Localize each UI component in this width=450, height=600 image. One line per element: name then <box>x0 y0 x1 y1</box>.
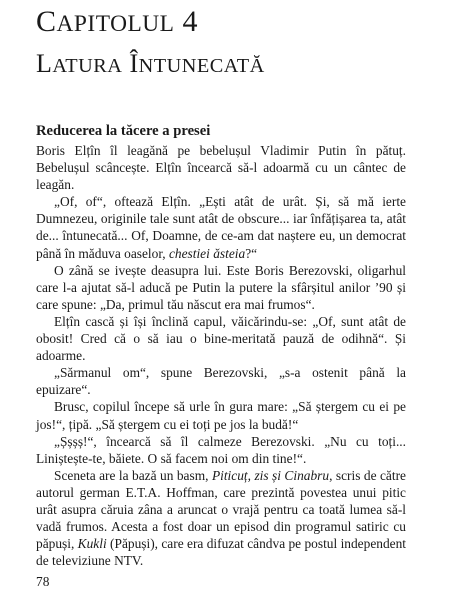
paragraph: O zână se ivește deasupra lui. Este Boris Berezovski, oligarhul care l-a ajutat să-l aducă pe Putin la putere la sfârșitul anilor ’90 și care spune: „Da, primul tău născut era mai frumos“. <box>36 262 406 312</box>
body-text <box>36 142 406 569</box>
paragraph-text: ?“ <box>245 245 258 261</box>
paragraph-text: Sceneta are la bază un basm, <box>54 467 212 483</box>
paragraph-text: „Of, of“, oftează Elțîn. „Ești atât de urât. Și, să mă ierte Dumnezeu, originile tale sunt atât de obscure... iar înfățișarea ta, atât de... întunecată... Of, Doamne, de ce-am dat naștere eu, un democrat până în măduva oaselor, <box>36 194 406 261</box>
paragraph-text: , scris de către autorul german E.T.A. Hoffman, care prezintă povestea unui pitic urât asupra căruia zâna a aruncat o vrajă pentru ca toată lumea să-l vadă frumos. Acesta a fost doar un episod din programul satiric cu păpuși, <box>36 467 406 552</box>
section-heading: Reducerea la tăcere a presei <box>36 123 211 139</box>
paragraph <box>36 467 406 570</box>
paragraph-emphasis: Kukli <box>77 536 107 552</box>
paragraph <box>36 193 406 261</box>
paragraph: Elțîn cască și își înclină capul, văicărindu-se: „Of, sunt atât de obosit! Cred că o să iau o bine-meritată pauză de odihnă“. Și adoarme. <box>36 313 406 364</box>
paragraph: Brusc, copilul începe să urle în gura mare: „Să ștergem cu ei pe jos!“, țipă. „Să ștergem cu ei toți pe jos la budă!“ <box>36 399 406 432</box>
paragraph-text: (Păpuși), care era difuzat cândva pe postul independent de televiziune NTV. <box>36 536 407 569</box>
paragraph-emphasis: chestiei ăsteia <box>168 245 246 261</box>
page-number: 78 <box>36 574 50 589</box>
chapter-label: CAPITOLUL 4 <box>36 5 198 38</box>
chapter-title: LATURA ÎNTUNECATĂ <box>36 49 265 78</box>
paragraph-emphasis: Piticuț, zis și Cinabru <box>211 467 330 483</box>
paragraph: „Șșșș!“, încearcă să îl calmeze Berezovski. „Nu cu toți... Liniștește-te, băiete. O să facem noi om din tine!“. <box>36 433 406 466</box>
paragraph: „Sărmanul om“, spune Berezovski, „s-a ostenit până la epuizare“. <box>36 365 406 398</box>
paragraph: Boris Elțîn îl leagănă pe bebelușul Vladimir Putin în pătuț. Bebelușul scâncește. Elțîn încearcă să-l adoarmă cu un cântec de leagăn. <box>36 143 406 193</box>
